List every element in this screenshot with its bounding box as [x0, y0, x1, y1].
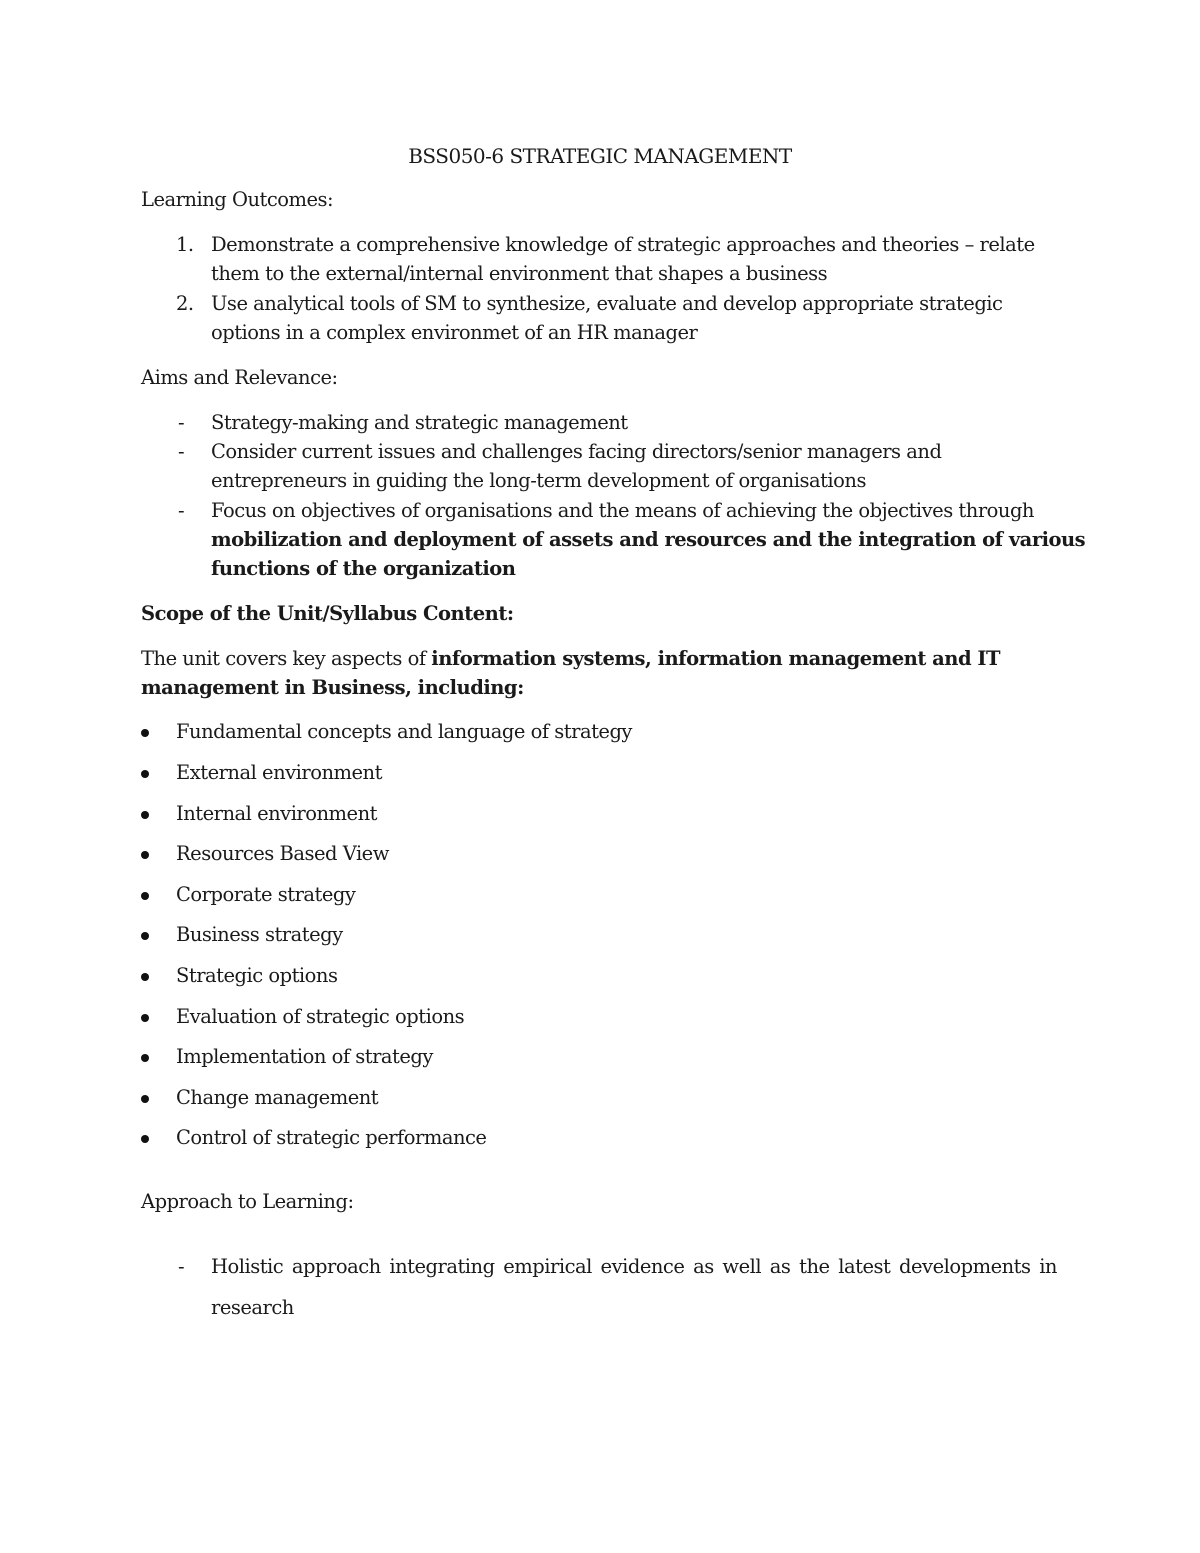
bullet-icon [141, 1014, 149, 1022]
list-item-line: Use analytical tools of SM to synthesize, evaluate and develop appropriate strategic [211, 292, 1003, 315]
bullet-icon [141, 973, 149, 981]
approach-heading: Approach to Learning: [141, 1190, 354, 1213]
list-item-line: Holistic approach integrating empirical evidence as well as the latest developments in [211, 1255, 1057, 1278]
list-item-line: Focus on objectives of organisations and the means of achieving the objectives through [211, 499, 1034, 522]
list-item-bold-line: functions of the organization [211, 557, 516, 580]
scope-intro-emphasis: information systems, information management and IT [431, 647, 1001, 670]
aims-heading: Aims and Relevance: [141, 366, 338, 389]
list-item-text: Strategic options [176, 964, 338, 987]
list-marker: - [178, 440, 185, 463]
list-item-line: Strategy-making and strategic management [211, 411, 628, 434]
bullet-icon [141, 851, 149, 859]
list-item-line: them to the external/internal environment that shapes a business [211, 262, 828, 285]
list-item-text: Change management [176, 1086, 379, 1109]
list-marker: 1. [176, 233, 194, 256]
scope-intro-text: The unit covers key aspects of [141, 647, 432, 670]
learning-outcomes-heading: Learning Outcomes: [141, 188, 334, 211]
bullet-icon [141, 1135, 149, 1143]
list-marker: 2. [176, 292, 194, 315]
scope-intro-emphasis-continued: management in Business, including: [141, 676, 524, 699]
list-item-line: options in a complex environmet of an HR manager [211, 321, 698, 344]
list-item-text: Evaluation of strategic options [176, 1005, 465, 1028]
bullet-icon [141, 892, 149, 900]
list-item-text: Corporate strategy [176, 883, 356, 906]
scope-heading: Scope of the Unit/Syllabus Content: [141, 602, 514, 625]
list-item-text: Business strategy [176, 923, 343, 946]
bullet-icon [141, 729, 149, 737]
list-marker: - [178, 1255, 185, 1278]
list-item-line: Consider current issues and challenges facing directors/senior managers and [211, 440, 942, 463]
list-marker: - [178, 411, 185, 434]
scope-intro [141, 647, 1000, 670]
list-item-text: Internal environment [176, 802, 377, 825]
list-item-text: External environment [176, 761, 382, 784]
list-item-line: research [211, 1296, 294, 1319]
list-item-line: entrepreneurs in guiding the long-term development of organisations [211, 469, 866, 492]
list-item-line: Demonstrate a comprehensive knowledge of strategic approaches and theories – relate [211, 233, 1035, 256]
list-item-bold-line: mobilization and deployment of assets and resources and the integration of various [211, 528, 1086, 551]
document-title: BSS050-6 STRATEGIC MANAGEMENT [408, 144, 792, 168]
list-item-text: Fundamental concepts and language of strategy [176, 720, 632, 743]
list-marker: - [178, 499, 185, 522]
list-item-text: Control of strategic performance [176, 1126, 487, 1149]
bullet-icon [141, 770, 149, 778]
list-item-text: Implementation of strategy [176, 1045, 433, 1068]
bullet-icon [141, 811, 149, 819]
list-item-text: Resources Based View [176, 842, 389, 865]
bullet-icon [141, 932, 149, 940]
bullet-icon [141, 1095, 149, 1103]
bullet-icon [141, 1054, 149, 1062]
